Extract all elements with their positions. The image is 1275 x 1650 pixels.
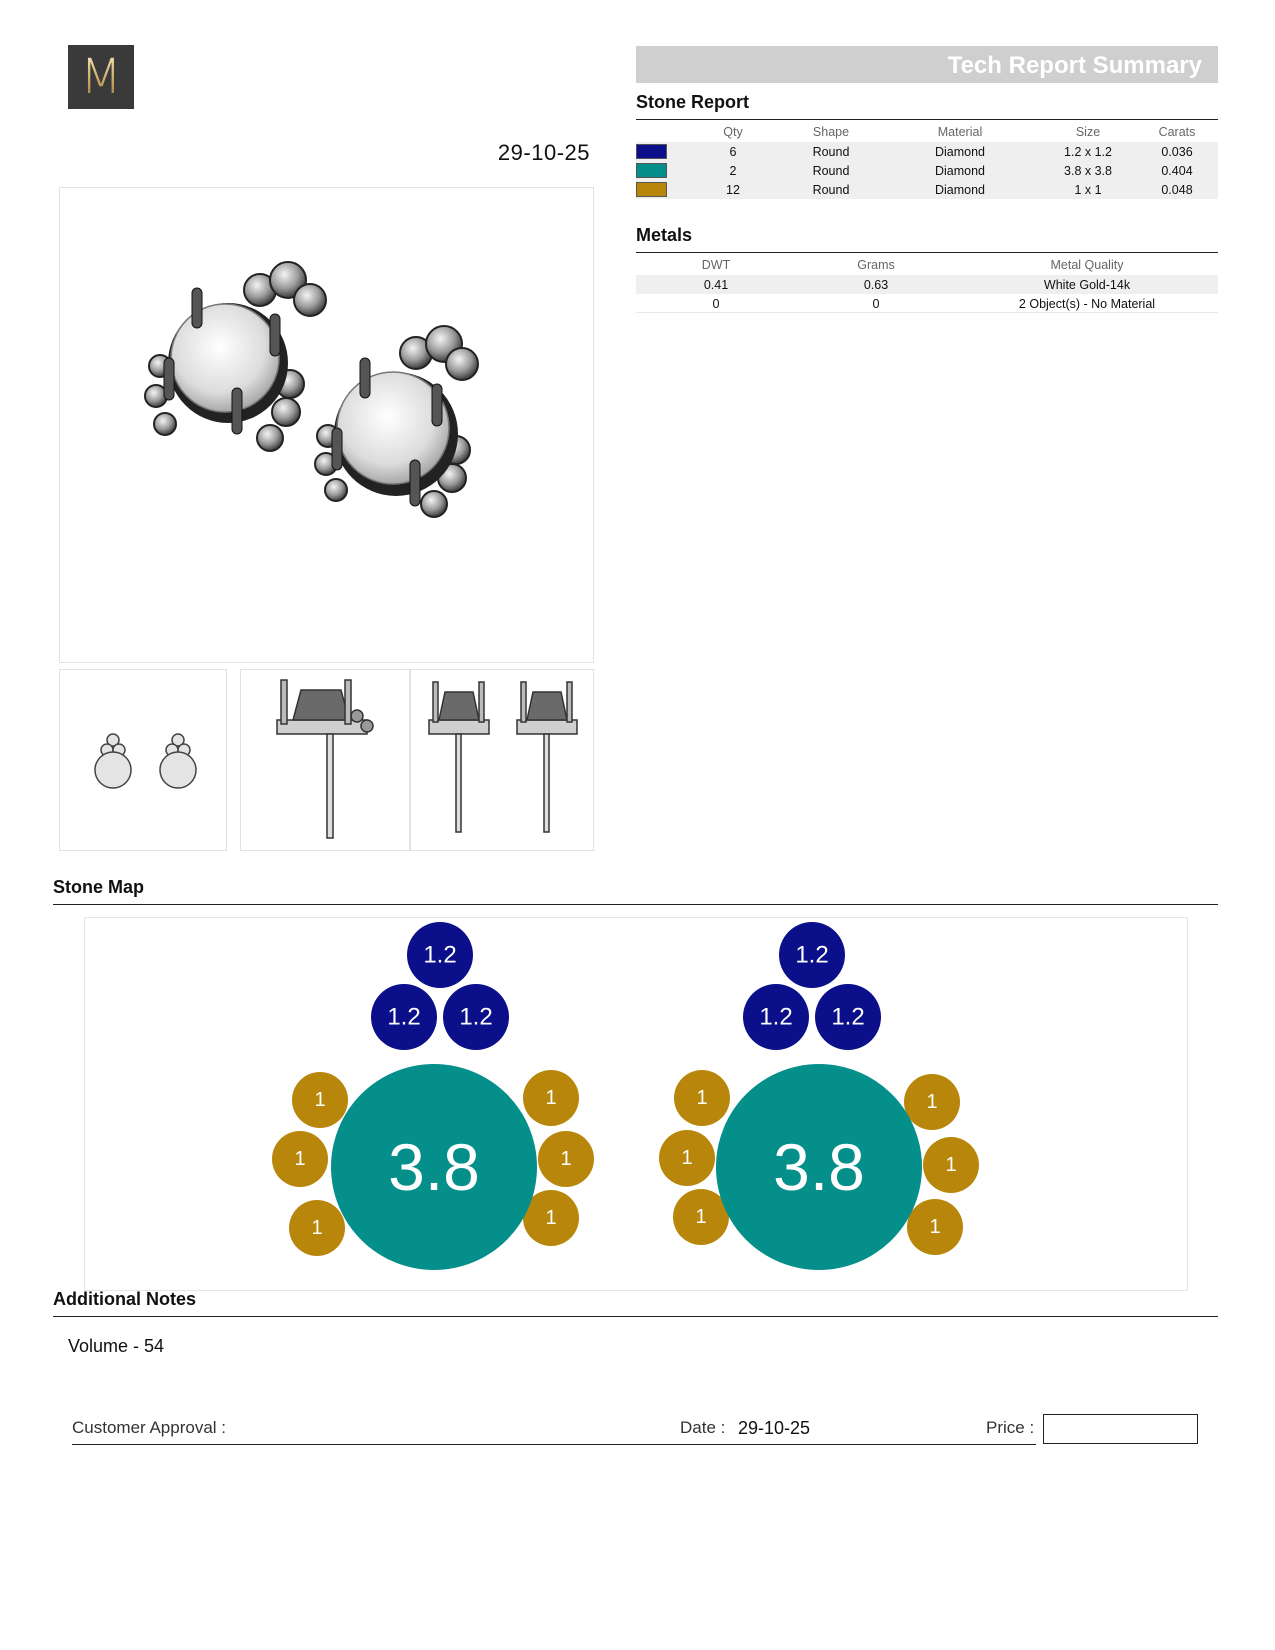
stone-color-swatch: [636, 182, 667, 197]
logo-letter: M: [80, 49, 122, 105]
table-row: [636, 161, 1218, 180]
stone-report-heading: Stone Report: [636, 92, 750, 112]
column-header: Grams: [857, 258, 895, 272]
stone-report-table: [636, 122, 1218, 199]
front-view-illustration: [60, 670, 226, 850]
small-stone-label: 1.2: [387, 1003, 421, 1031]
carats-cell: 0.404: [1136, 161, 1218, 180]
stone-map-diagram: [84, 917, 1188, 1291]
column-header: Carats: [1158, 125, 1196, 139]
accent-stone-label: 1: [560, 1148, 572, 1170]
column-header: Material: [937, 125, 983, 139]
approval-date-value: 29-10-25: [738, 1418, 811, 1438]
metal-quality-cell: White Gold-14k: [956, 275, 1218, 294]
column-header: Shape: [812, 125, 850, 139]
table-row: [636, 180, 1218, 199]
thumbnail-front-view: [59, 669, 227, 851]
stone-map-svg: [85, 918, 1187, 1290]
accent-stone-label: 1: [545, 1087, 557, 1109]
metals-table: [636, 255, 1218, 313]
accent-stone-label: 1: [945, 1154, 957, 1176]
right-earring-shape: [315, 326, 478, 517]
stone-color-swatch: [636, 163, 667, 178]
qty-cell: 6: [684, 142, 782, 161]
small-stone-label: 1.2: [795, 941, 829, 969]
stone-color-swatch-cell: [636, 142, 684, 161]
material-cell: Diamond: [880, 142, 1040, 161]
column-header: Qty: [723, 125, 743, 139]
grams-cell: 0: [872, 296, 880, 311]
accent-stone-label: 1: [311, 1217, 323, 1239]
stone-map-rule: [53, 904, 1218, 905]
customer-approval-line[interactable]: [72, 1416, 1036, 1445]
table-row: [636, 294, 1218, 313]
size-cell: 3.8 x 3.8: [1040, 161, 1136, 180]
report-date: 29-10-25: [497, 140, 590, 165]
price-input-box[interactable]: [1043, 1414, 1198, 1444]
thumbnail-side-view: [240, 669, 410, 851]
column-header: DWT: [701, 258, 731, 272]
price-label: Price :: [986, 1418, 1035, 1437]
carats-cell: 0.036: [1136, 142, 1218, 161]
additional-notes-rule: [53, 1316, 1218, 1317]
customer-approval-label: Customer Approval :: [72, 1418, 227, 1437]
company-logo: [68, 45, 134, 109]
center-stone-label: 3.8: [388, 1130, 480, 1204]
accent-stone-label: 1: [681, 1147, 693, 1169]
metals-heading: Metals: [636, 225, 693, 245]
dwt-cell: 0: [712, 296, 720, 311]
shape-cell: Round: [782, 180, 880, 199]
column-header: Metal Quality: [1050, 258, 1124, 272]
center-stone-label: 3.8: [773, 1130, 865, 1204]
left-earring-shape: [145, 262, 326, 451]
carats-cell: 0.048: [1136, 180, 1218, 199]
report-title: Tech Report Summary: [636, 46, 1218, 83]
earrings-render-illustration: [60, 188, 593, 662]
qty-cell: 12: [684, 180, 782, 199]
size-cell: 1.2 x 1.2: [1040, 142, 1136, 161]
accent-stone-label: 1: [695, 1206, 707, 1228]
notes-text: Volume - 54: [68, 1336, 165, 1356]
stone-color-swatch: [636, 144, 667, 159]
accent-stone-label: 1: [926, 1091, 938, 1113]
stone-report-rule: [636, 119, 1218, 120]
accent-stone-label: 1: [929, 1216, 941, 1238]
small-stone-label: 1.2: [759, 1003, 793, 1031]
metals-header-row: [636, 255, 1218, 275]
accent-stone-label: 1: [545, 1207, 557, 1229]
table-row: [636, 142, 1218, 161]
stone-report-header-row: [636, 122, 1218, 142]
grams-cell: 0.63: [796, 275, 956, 294]
stone-color-swatch-cell: [636, 180, 684, 199]
shape-cell: Round: [782, 161, 880, 180]
main-render-image: [59, 187, 594, 663]
column-header: Size: [1075, 125, 1101, 139]
stone-map-heading: Stone Map: [53, 877, 145, 897]
material-cell: Diamond: [880, 161, 1040, 180]
size-cell: 1 x 1: [1040, 180, 1136, 199]
date-label: Date :: [680, 1418, 726, 1437]
side-view-illustration: [241, 670, 409, 850]
small-stone-label: 1.2: [459, 1003, 493, 1031]
swatch-column-header: [636, 122, 684, 142]
additional-notes-heading: Additional Notes: [53, 1289, 196, 1309]
thumbnail-back-view: [410, 669, 594, 851]
accent-stone-label: 1: [314, 1089, 326, 1111]
small-stone-label: 1.2: [423, 941, 457, 969]
accent-stone-label: 1: [294, 1148, 306, 1170]
accent-stone-label: 1: [696, 1087, 708, 1109]
dwt-cell: 0.41: [636, 275, 796, 294]
small-stone-label: 1.2: [831, 1003, 865, 1031]
material-cell: Diamond: [880, 180, 1040, 199]
shape-cell: Round: [782, 142, 880, 161]
metals-rule: [636, 252, 1218, 253]
qty-cell: 2: [684, 161, 782, 180]
table-row: [636, 275, 1218, 294]
metals-table-bottom-line: [636, 312, 1218, 313]
back-view-illustration: [411, 670, 593, 850]
metal-quality-cell: 2 Object(s) - No Material: [1018, 296, 1156, 311]
stone-color-swatch-cell: [636, 161, 684, 180]
